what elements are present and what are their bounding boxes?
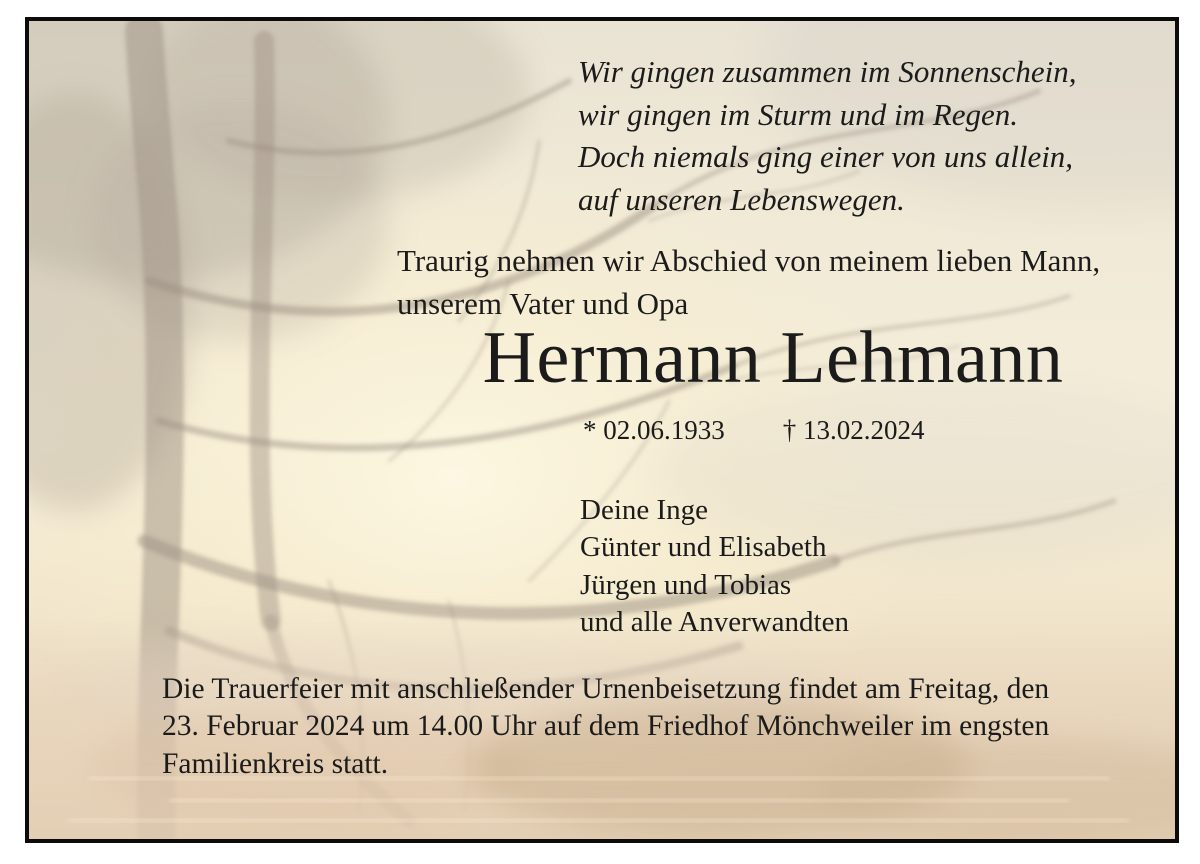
birth-date (583, 414, 725, 446)
announcement-line: unserem Vater und Opa (397, 286, 689, 321)
life-dates (583, 414, 925, 446)
death-date-value: 13.02.2024 (803, 415, 925, 445)
birth-date-value: 02.06.1933 (603, 415, 725, 445)
birth-star-symbol: * (583, 415, 597, 445)
obituary-card (25, 17, 1179, 843)
poem-line: wir gingen im Sturm und im Regen. (578, 96, 1018, 132)
poem-line: Doch niemals ging einer von uns allein, (578, 139, 1074, 174)
poem-line: Wir gingen zusammen im Sonnenschein, (578, 54, 1077, 89)
poem-line: auf unseren Lebenswegen. (578, 181, 905, 217)
mourners-list (580, 492, 849, 641)
funeral-notice (162, 671, 1049, 783)
announcement-line: Traurig nehmen wir Abschied von meinem lieben Mann, (397, 243, 1101, 278)
funeral-notice-line: Familienkreis statt. (162, 747, 389, 780)
dagger-symbol: † (782, 415, 797, 445)
mourner-line: Jürgen und Tobias (580, 568, 792, 601)
mourner-line: Günter und Elisabeth (580, 531, 827, 564)
funeral-notice-line: Die Trauerfeier mit anschließender Urnenbeisetzung findet am Freitag, den (162, 673, 1050, 705)
funeral-notice-line: 23. Februar 2024 um 14.00 Uhr auf dem Friedhof Mönchweiler im engsten (162, 710, 1050, 743)
death-date (783, 414, 925, 446)
mourner-line: und alle Anverwandten (580, 605, 849, 638)
mourner-line: Deine Inge (580, 494, 709, 526)
deceased-name: Hermann Lehmann (482, 317, 1064, 399)
announcement-text (397, 239, 1100, 325)
epigraph-poem (578, 51, 1077, 221)
